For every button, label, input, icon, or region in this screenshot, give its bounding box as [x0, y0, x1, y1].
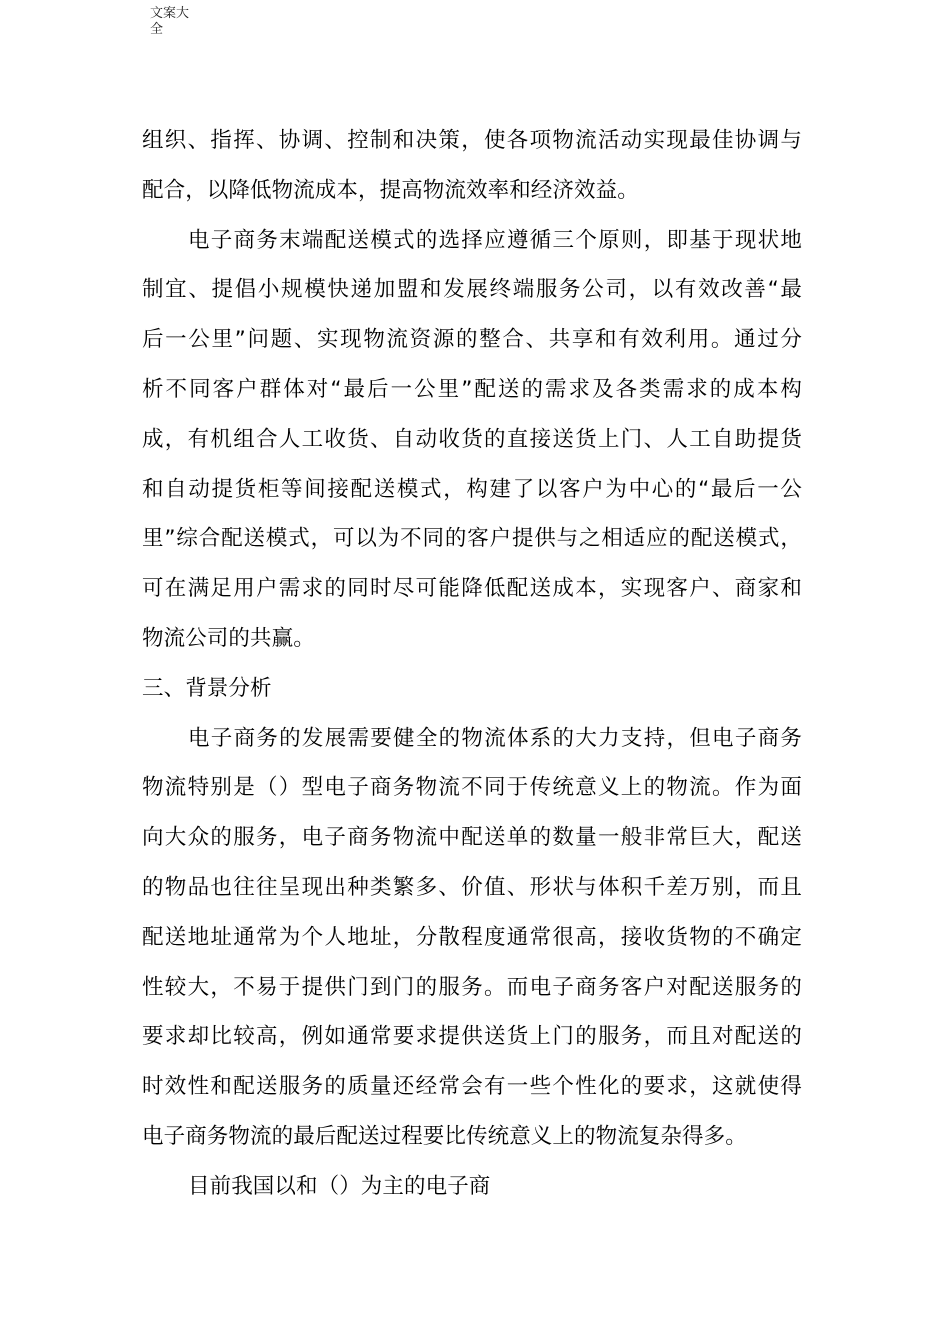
- text-line: 电子商务物流的最后配送过程要比传统意义上的物流复杂得多。: [142, 1123, 747, 1149]
- text-line: 的物品也往往呈现出种类繁多、价值、形状与体积千差万别，而且: [142, 874, 802, 900]
- text-line: 电子商务末端配送模式的选择应遵循三个原则，即基于现状地: [188, 227, 802, 253]
- text-line: 时效性和配送服务的质量还经常会有一些个性化的要求，这就使得: [142, 1074, 802, 1100]
- text-line: 可在满足用户需求的同时尽可能降低配送成本，实现客户、商家和: [142, 576, 802, 602]
- text-line: 组织、指挥、协调、控制和决策，使各项物流活动实现最佳协调与: [142, 128, 802, 153]
- text-line: 配合，以降低物流成本，提高物流效率和经济效益。: [142, 177, 639, 203]
- text-line: 物流特别是（）型电子商务物流不同于传统意义上的物流。作为面: [142, 775, 802, 801]
- text-line: 成，有机组合人工收货、自动收货的直接送货上门、人工自助提货: [142, 426, 802, 452]
- text-line: 向大众的服务，电子商务物流中配送单的数量一般非常巨大，配送: [142, 825, 802, 851]
- text-line: 三、背景分析: [142, 675, 272, 701]
- text-line: 电子商务的发展需要健全的物流体系的大力支持，但电子商务: [188, 725, 802, 751]
- text-line: 物流公司的共赢。: [142, 625, 315, 651]
- text-line: 和自动提货柜等间接配送模式，构建了以客户为中心的“最后一公: [142, 476, 802, 502]
- text-line: 性较大，不易于提供门到门的服务。而电子商务客户对配送服务的: [142, 974, 802, 1000]
- text-line: 后一公里”问题、实现物流资源的整合、共享和有效利用。通过分: [142, 327, 802, 353]
- text-line: 目前我国以和（）为主的电子商: [188, 1173, 491, 1199]
- text-line: 配送地址通常为个人地址，分散程度通常很高，接收货物的不确定: [142, 924, 802, 950]
- text-line: 析不同客户群体对“最后一公里”配送的需求及各类需求的成本构: [142, 376, 802, 402]
- text-line: 制宜、提倡小规模快递加盟和发展终端服务公司，以有效改善“最: [142, 277, 802, 303]
- text-line: 里”综合配送模式，可以为不同的客户提供与之相适应的配送模式，: [142, 526, 802, 552]
- text-line: 要求却比较高，例如通常要求提供送货上门的服务，而且对配送的: [142, 1024, 802, 1050]
- document-body: [142, 116, 802, 1212]
- page-header: 文案大全: [150, 6, 190, 37]
